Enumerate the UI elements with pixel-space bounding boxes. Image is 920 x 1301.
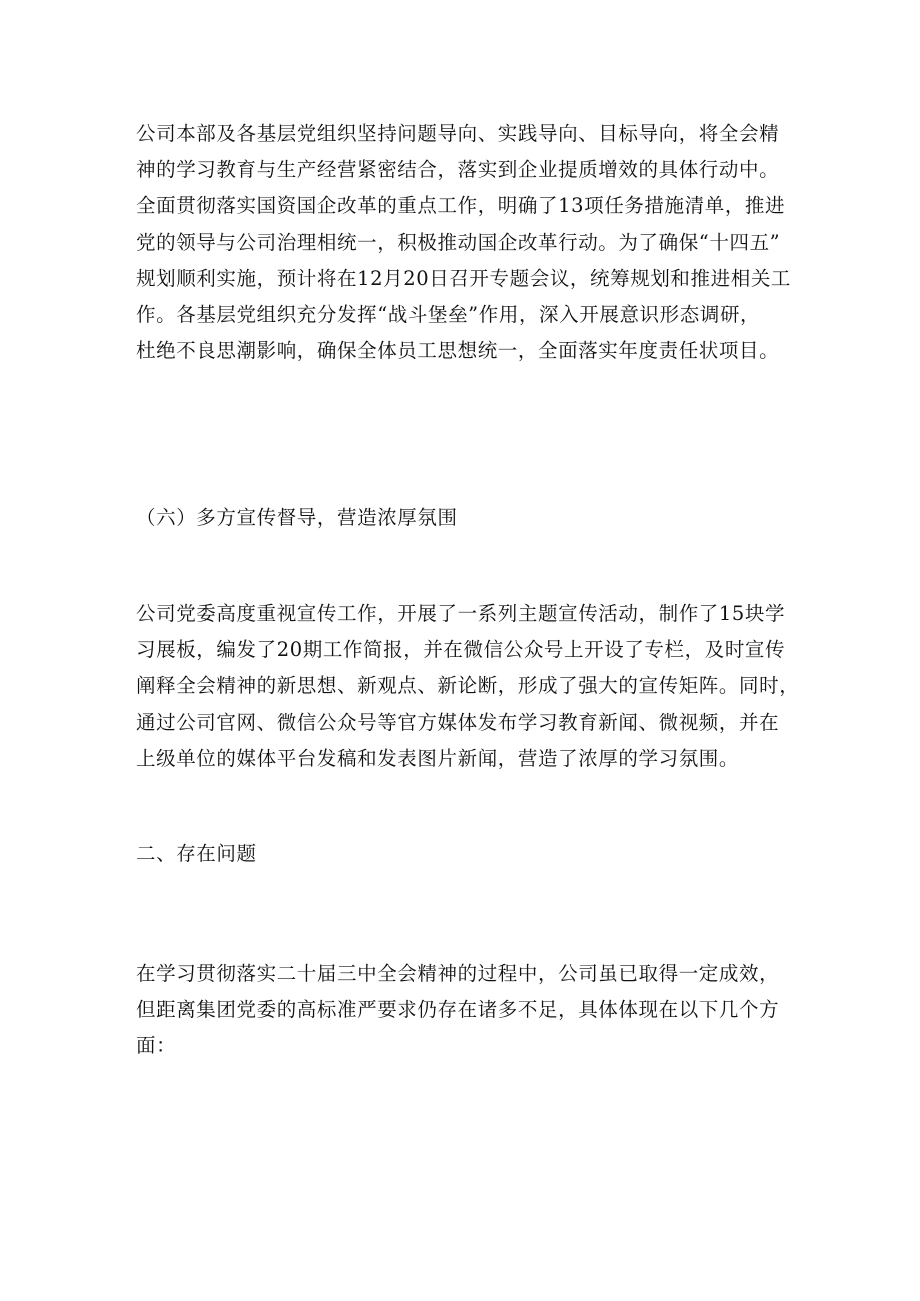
paragraph-line: 规划顺利实施，预计将在12月20日召开专题会议，统筹规划和推进相关工 [136,266,792,290]
paragraph-party-organization-implementation [136,116,796,369]
paragraph-existing-problems-intro [136,956,796,1065]
paragraph-line: 面： [136,1034,177,1058]
paragraph-line: 神的学习教育与生产经营紧密结合，落实到企业提质增效的具体行动中。 [136,158,780,182]
paragraph-line: 全面贯彻落实国资国企改革的重点工作，明确了13项任务措施清单，推进 [136,194,786,218]
paragraph-line: 杜绝不良思潮影响，确保全体员工思想统一，全面落实年度责任状项目。 [136,339,780,363]
paragraph-line: 通过公司官网、微信公众号等官方媒体发布学习教育新闻、微视频，并在 [136,710,780,734]
paragraph-line: 作。各基层党组织充分发挥“战斗堡垒”作用，深入开展意识形态调研， [136,303,761,327]
section-heading-existing-problems [136,836,796,872]
paragraph-line: 上级单位的媒体平台发稿和发表图片新闻，营造了浓厚的学习氛围。 [136,746,740,770]
section-heading-publicity [136,500,796,536]
section-heading-text: 二、存在问题 [136,842,257,865]
paragraph-line: 习展板，编发了20期工作简报，并在微信公众号上开设了专栏，及时宣传 [136,638,786,662]
paragraph-publicity-work [136,596,800,777]
paragraph-line: 但距离集团党委的高标准严要求仍存在诸多不足，具体体现在以下几个方 [136,998,780,1022]
paragraph-line: 在学习贯彻落实二十届三中全会精神的过程中，公司虽已取得一定成效， [136,962,780,985]
paragraph-line: 公司党委高度重视宣传工作，开展了一系列主题宣传活动，制作了15块学 [136,602,786,625]
paragraph-line: 公司本部及各基层党组织坚持问题导向、实践导向、目标导向，将全会精 [136,122,780,145]
paragraph-line: 党的领导与公司治理相统一，积极推动国企改革行动。为了确保“十四五” [136,230,781,254]
section-heading-text: （六）多方宣传督导，营造浓厚氛围 [136,506,458,529]
paragraph-line: 阐释全会精神的新思想、新观点、新论断，形成了强大的宣传矩阵。同时， [136,674,800,698]
